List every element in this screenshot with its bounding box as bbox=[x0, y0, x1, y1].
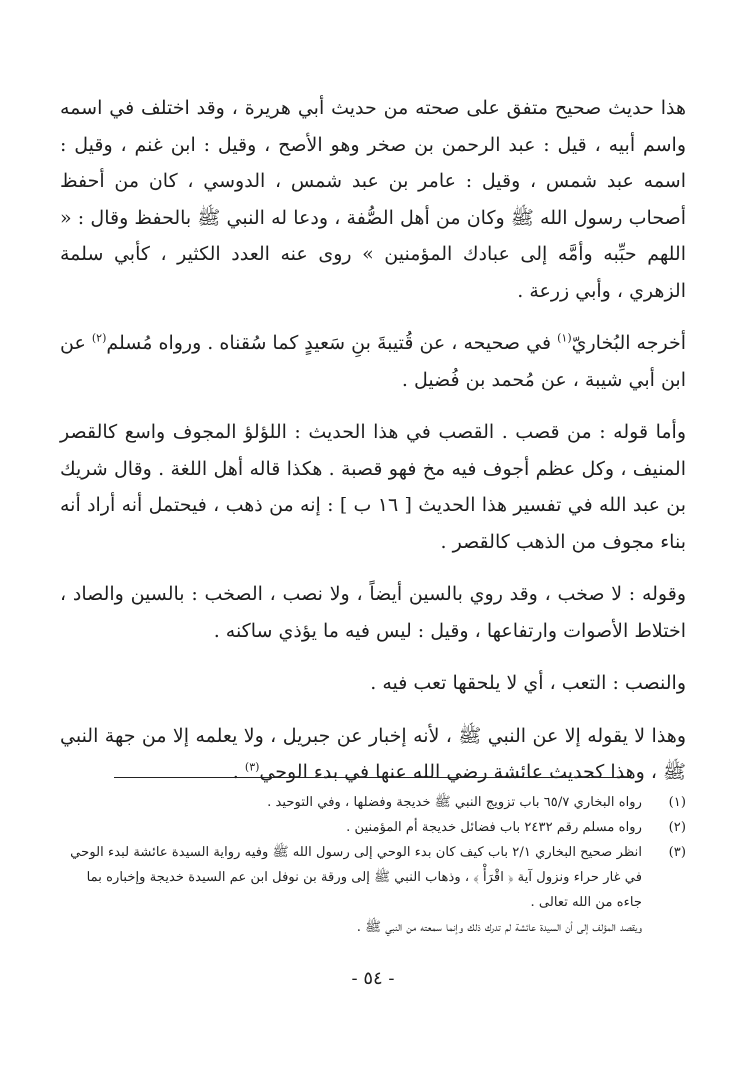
paragraph-nasab: والنصب : التعب ، أي لا يلحقها تعب فيه . bbox=[370, 672, 686, 694]
footnote-text: رواه البخاري ٦٥/٧ باب تزويج النبي ﷺ خديجة وفضلها ، وفي التوحيد . bbox=[267, 795, 642, 810]
main-text bbox=[60, 90, 686, 791]
footnote-number: (١) bbox=[668, 795, 686, 810]
footnote-2 bbox=[60, 815, 686, 840]
footnote-3 bbox=[60, 840, 686, 915]
footnote-number: (٣) bbox=[668, 845, 686, 860]
footnote-divider bbox=[114, 777, 634, 778]
text-segment: أخرجه البُخاريّ bbox=[571, 332, 686, 354]
text-segment: وهذا لا يقوله إلا عن النبي ﷺ ، لأنه إخبار عن جبريل ، ولا يعلمه إلا من جهة النبي ﷺ ، وهذا كحديث عائشة رضي الله عنها في بدء الوحي bbox=[60, 724, 686, 783]
footnote-ref-2[interactable]: (٢) bbox=[91, 331, 107, 345]
paragraph-wahy bbox=[60, 718, 686, 791]
paragraph-bukhari bbox=[60, 325, 686, 398]
footnote-ref-3[interactable]: (٣) bbox=[244, 760, 260, 774]
footnote-text: رواه مسلم رقم ٢٤٣٢ باب فضائل خديجة أم المؤمنين . bbox=[346, 820, 642, 835]
paragraph-abu-hurayra: هذا حديث صحيح متفق على صحته من حديث أبي هريرة ، وقد اختلف في اسمه واسم أبيه ، قيل : عبد الرحمن بن صخر وهو الأصح ، وقيل : ابن غنم ، وقيل : اسمه عبد شمس ، وقيل : عامر بن عبد شمس ، الدوسي ، كان من أحفظ أصحاب رسول الله ﷺ وكان من أهل الصُّفة ، ودعا له النبي ﷺ بالحفظ وقال : « اللهم حبِّبه وأمَّه إلى عبادك المؤمنين » روى عنه العدد الكثير ، كأبي سلمة الزهري ، وأبي زرعة . bbox=[60, 97, 686, 302]
text-segment: في صحيحه ، عن قُتيبةَ بنِ سَعيدٍ كما سُقناه . ورواه مُسلم bbox=[106, 332, 558, 354]
footnote-1 bbox=[60, 790, 686, 815]
footnote-3-continuation: ويقصد المؤلف إلى أن السيدة عائشة لم تدرك ذلك وإنما سمعته من النبي ﷺ . bbox=[356, 920, 642, 935]
page-number: - ٥٤ - bbox=[351, 968, 395, 989]
footnote-text: انظر صحيح البخاري ٢/١ باب كيف كان بدء الوحي إلى رسول الله ﷺ وفيه رواية السيدة عائشة لبدء الوحي في غار حراء ونزول آية ﴿ اقْرَأْ ﴾ ، وذهاب النبي ﷺ إلى ورقة بن نوفل ابن عم السيدة خديجة وإخباره بما جاءه من الله تعالى . bbox=[70, 845, 642, 910]
paragraph-qasab: وأما قوله : من قصب . القصب في هذا الحديث : اللؤلؤ المجوف واسع كالقصر المنيف ، وكل عظم أجوف فيه مخ فهو قصبة . هكذا قاله أهل اللغة . وقال شريك بن عبد الله في تفسير هذا الحديث [ ١٦ ب ] : إنه من ذهب ، فيحتمل أنه أراد أنه بناء مجوف من الذهب كالقصر . bbox=[60, 421, 686, 553]
text-segment: عن ابن أبي شيبة ، عن مُحمد بن فُضيل . bbox=[60, 332, 686, 391]
footnote-ref-1[interactable]: (١) bbox=[557, 331, 572, 345]
footnotes bbox=[60, 790, 686, 940]
footnote-number: (٢) bbox=[668, 820, 686, 835]
paragraph-sakhab: وقوله : لا صخب ، وقد روي بالسين أيضاً ، ولا نصب ، الصخب : بالسين والصاد ، اختلاط الأصوات وارتفاعها ، وقيل : ليس فيه ما يؤذي ساكنه . bbox=[60, 583, 686, 642]
text-segment: . bbox=[232, 761, 245, 783]
